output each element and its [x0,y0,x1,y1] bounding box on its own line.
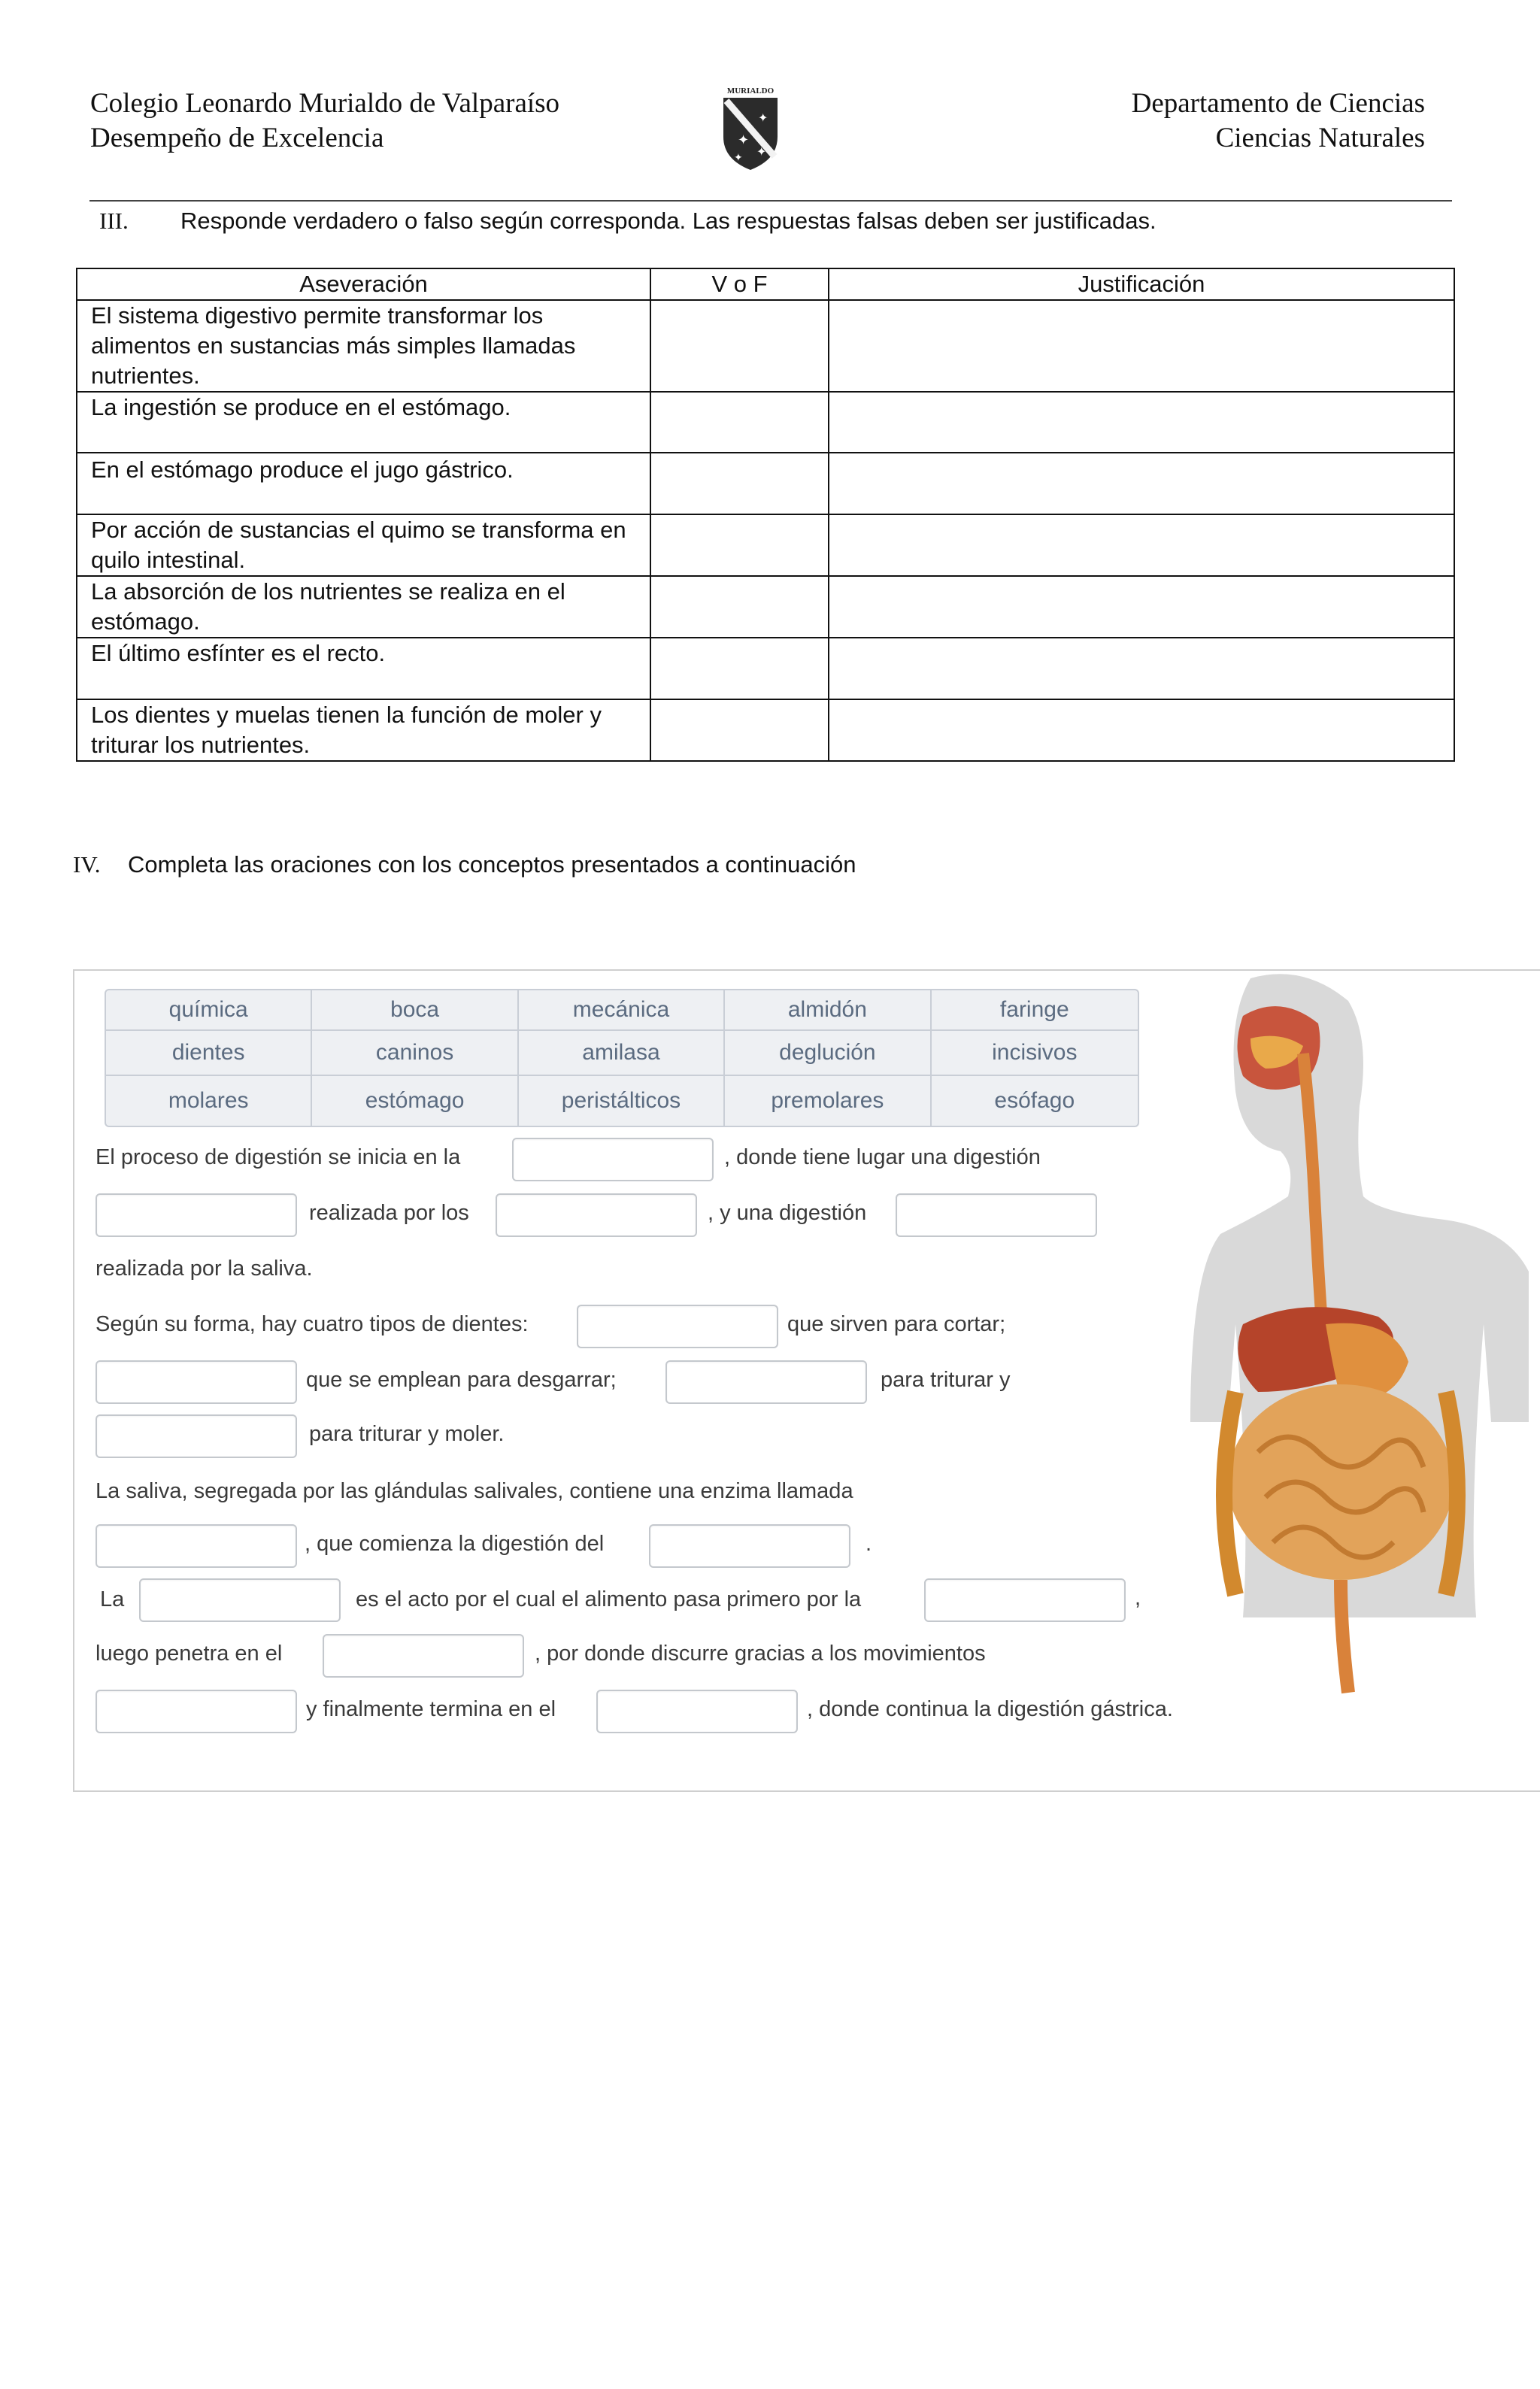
sentence-text: , y una digestión [708,1201,867,1225]
answer-blank[interactable] [512,1138,714,1181]
statement-cell: El último esfínter es el recto. [77,638,650,699]
answer-blank[interactable] [896,1193,1097,1237]
sentence-text: , que comienza la digestión del [305,1532,605,1556]
svg-text:✦: ✦ [758,112,768,125]
sentence-text: , donde continua la digestión gástrica. [807,1697,1173,1721]
table-header-row [77,268,1454,300]
justification-answer-cell[interactable] [829,392,1454,453]
answer-blank[interactable] [95,1414,297,1458]
table-row [77,453,1454,514]
column-header-justification: Justificación [829,268,1454,300]
school-name: Colegio Leonardo Murialdo de Valparaíso [90,88,560,119]
table-row [77,392,1454,453]
answer-blank[interactable] [323,1634,524,1678]
school-logo [719,84,782,171]
word-bank-item[interactable]: molares [106,1076,312,1126]
table-row [77,514,1454,576]
word-bank-item[interactable]: faringe [932,990,1138,1031]
word-bank-item[interactable]: premolares [725,1076,931,1126]
sentence-text: La [100,1587,125,1611]
word-bank-item[interactable]: esófago [994,1088,1075,1113]
sentence-text: La saliva, segregada por las glándulas salivales, contiene una enzima llamada [95,1479,853,1503]
fill-in-activity [73,969,1540,1792]
table-row [77,300,1454,392]
statement-cell: Por acción de sustancias el quimo se transforma en quilo intestinal. [77,514,650,576]
word-bank-item[interactable]: mecánica [519,990,725,1031]
statement-cell: Los dientes y muelas tienen la función de moler y triturar los nutrientes. [77,699,650,761]
justification-answer-cell[interactable] [829,699,1454,761]
statement-cell: En el estómago produce el jugo gástrico. [77,453,650,514]
digestive-system-illustration [1153,971,1529,1723]
table-row [77,576,1454,638]
statement-cell: El sistema digestivo permite transformar los alimentos en sustancias más simples llamadas nutrientes. [77,300,650,392]
word-bank-item[interactable]: incisivos [932,1031,1138,1076]
sentence-text: para triturar y moler. [309,1422,505,1446]
answer-blank[interactable] [95,1360,297,1404]
school-subtitle: Desempeño de Excelencia [90,123,384,153]
true-false-answer-cell[interactable] [650,300,829,392]
true-false-answer-cell[interactable] [650,453,829,514]
word-bank [105,989,1139,1127]
answer-blank[interactable] [95,1193,297,1237]
answer-blank[interactable] [924,1578,1126,1622]
word-bank-item[interactable]: almidón [725,990,931,1031]
word-bank-item[interactable]: peristálticos [519,1076,725,1126]
sentence-text: para triturar y [881,1368,1011,1392]
word-bank-item[interactable]: dientes [106,1031,312,1076]
word-bank-item[interactable]: deglución [725,1031,931,1076]
column-header-true-false: V o F [650,268,829,300]
column-header-statement: Aseveración [77,268,650,300]
word-bank-item[interactable]: estómago [312,1076,518,1126]
sentence-text: , [1135,1586,1141,1610]
justification-answer-cell[interactable] [829,300,1454,392]
answer-blank[interactable] [577,1305,778,1348]
sentence-text: que se emplean para desgarrar; [306,1368,617,1392]
statement-cell: La ingestión se produce en el estómago. [77,392,650,453]
sentence-text: , donde tiene lugar una digestión [724,1145,1041,1169]
true-false-answer-cell[interactable] [650,638,829,699]
sentence-text: realizada por la saliva. [95,1257,313,1281]
svg-text:✦: ✦ [734,151,743,163]
subject-name: Ciencias Naturales [1215,123,1425,153]
word-bank-item[interactable]: boca [312,990,518,1031]
section-3-number: III. [99,208,129,234]
sentence-text: El proceso de digestión se inicia en la [95,1145,461,1169]
sentence-text: Según su forma, hay cuatro tipos de dientes: [95,1312,529,1336]
sentence-text: que sirven para cortar; [787,1312,1006,1336]
word-bank-item[interactable]: caninos [312,1031,518,1076]
section-3-instruction: Responde verdadero o falso según corresponda. Las respuestas falsas deben ser justificadas. [180,208,1157,234]
statement-cell: La absorción de los nutrientes se realiza en el estómago. [77,576,650,638]
department-name: Departamento de Ciencias [1131,88,1425,119]
justification-answer-cell[interactable] [829,576,1454,638]
answer-blank[interactable] [139,1578,341,1622]
sentence-text: . [865,1532,872,1556]
header-divider [89,200,1452,202]
sentence-text: , por donde discurre gracias a los movimientos [535,1642,986,1666]
table-row [77,699,1454,761]
logo-text: MURIALDO [726,86,775,95]
true-false-answer-cell[interactable] [650,514,829,576]
answer-blank[interactable] [649,1524,850,1568]
svg-text:✦: ✦ [756,146,767,159]
justification-answer-cell[interactable] [829,514,1454,576]
sentence-text: luego penetra en el [95,1642,283,1666]
answer-blank[interactable] [496,1193,697,1237]
section-4-number: IV. [73,851,101,878]
table-row [77,638,1454,699]
justification-answer-cell[interactable] [829,453,1454,514]
svg-text:✦: ✦ [738,132,750,147]
word-bank-item[interactable]: química [106,990,312,1031]
section-4-instruction: Completa las oraciones con los conceptos presentados a continuación [128,851,856,878]
true-false-answer-cell[interactable] [650,699,829,761]
word-bank-item[interactable]: amilasa [519,1031,725,1076]
sentence-text: es el acto por el cual el alimento pasa primero por la [356,1587,862,1611]
true-false-table [76,268,1455,762]
answer-blank[interactable] [665,1360,867,1404]
answer-blank[interactable] [596,1690,798,1733]
true-false-answer-cell[interactable] [650,392,829,453]
justification-answer-cell[interactable] [829,638,1454,699]
true-false-answer-cell[interactable] [650,576,829,638]
sentence-text: realizada por los [309,1201,469,1225]
answer-blank[interactable] [95,1524,297,1568]
sentence-text: y finalmente termina en el [306,1697,556,1721]
answer-blank[interactable] [95,1690,297,1733]
